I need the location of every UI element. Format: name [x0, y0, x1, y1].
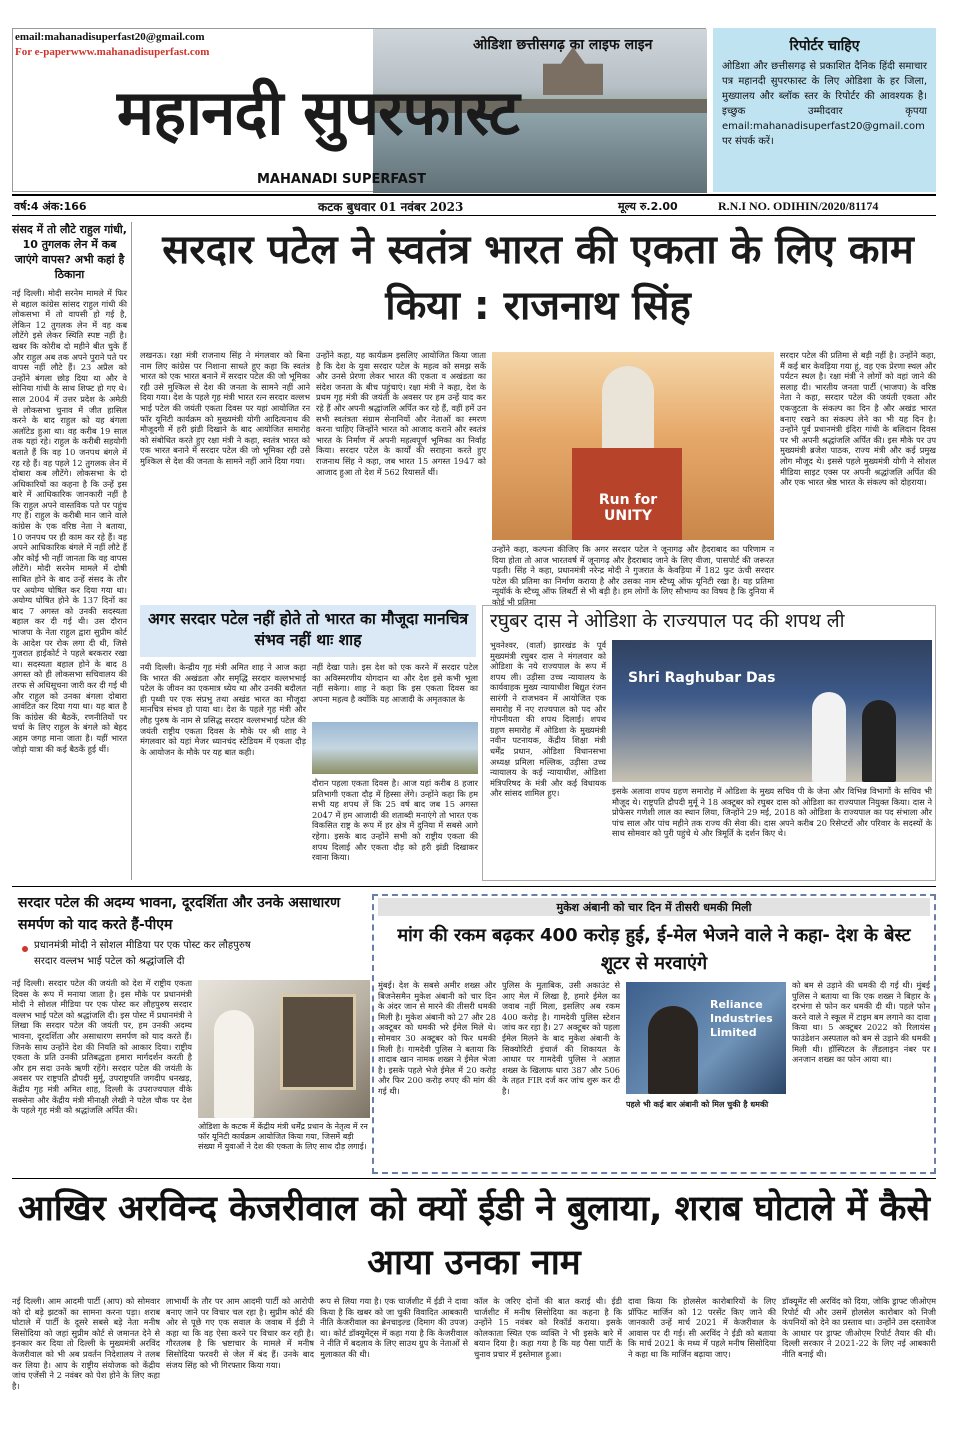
- shah-col-1: नयी दिल्ली। केन्द्रीय गृह मंत्री अमित शाह ने आज कहा कि भारत की अखंडता और समृद्धि सरदार वल्लभभाई पटेल के जीवन का एकमात्र ध्येय था और उनकी बदौलत ही पृथ्वी पर एक संप्रभु तथा अखंड भारत का मौजूदा मानचित्र संभव हो पाया था। देश के पहले गृह मंत्री और लौह पुरुष के नाम से प्रसिद्ध सरदार वल्लभभाई पटेल की जयंती राष्ट्रीय एकता दिवस के मौके पर श्री शाह ने मंगलवार को यहां मेजर ध्यानचंद स्टेडियम में एकता दौड़ के आयोजन के मौके पर यह बात कही।: [140, 662, 306, 757]
- patel-portrait: [280, 994, 356, 1090]
- dateline-rule-top: [12, 194, 936, 196]
- modi-bullet-2: सरदार वल्लभ भाई पटेल को श्रद्धांजलि दी: [34, 956, 185, 967]
- raghubar-headline: रघुबर दास ने ओडिशा के राज्यपाल पद की शपथ ली: [490, 610, 845, 632]
- modi-photo: [198, 980, 370, 1118]
- kejriwal-col-3: रूप से लिया गया है। एक चार्जशीट में ईडी ने दावा किया है कि खबर को जा चुकी विवादित आबकारी नीति केजरीवाल का ब्रेनचाइल्ड (दिमाग की उपज) था। कोर्ट डॉक्यूमेंट्स में कहा गया है कि केजरीवाल ने नीति में बदलाव के लिए साउथ ग्रुप के नेताओं से मुलाकात की थी।: [320, 1296, 468, 1359]
- ambani-caption: पहले भी कई बार अंबानी को मिल चुकी है धमकी: [626, 1100, 769, 1109]
- shah-col-3: दौरान पहला एकता दिवस है। आज यहां करीब 8 हजार प्रतिभागी एकता दौड़ में हिस्सा लेंगे। उन्होंने कहा कि हम सभी यह शपथ लें कि 25 वर्ष बाद जब 15 अगस्त 2047 में हम आजादी की शताब्दी मनाएंगे तो भारत एक विकसित राष्ट्र के रूप में हर क्षेत्र में दुनिया में सबसे आगे रहेगा। इसके बाद उन्होंने सभी को राष्ट्रीय एकता की शपथ दिलाई और एकता दौड़ को हरी झंडी दिखाकर रवाना किया।: [312, 778, 478, 863]
- lead-col-2: उन्होंने कहा, यह कार्यक्रम इसलिए आयोजित किया जाता है कि देश के युवा सरदार पटेल के महत्व को समझ सकें और उनसे प्रेरणा लेकर भारत की एकता व अखंडता का संदेश जनता के बीच पहुंचाएं। रक्षा मंत्री ने कहा, देश के प्रथम गृह मंत्री की जयंती के अवसर पर हम उन्हें याद कर रहे हैं और अपनी श्रद्धांजलि अर्पित कर रहे हैं, वहीं हमें उन सभी स्वतंत्रता संग्राम सेनानियों और नेताओं का स्मरण करना चाहिए जिन्होंने भारत को आजाद कराने और स्वतंत्र भारत के निर्माण में अपनी महत्वपूर्ण भूमिका का निर्वाह किया। सरदार पटेल के कार्यों की सराहना करते हुए राजनाथ सिंह ने कहा, जब भारत 15 अगस्त 1947 को आजाद हुआ तो देश में 562 रियासतें थीं।: [316, 350, 486, 477]
- raghubar-photo: [612, 640, 932, 782]
- dateline-rule-bottom: [12, 215, 936, 216]
- kejriwal-col-4: कॉल के जरिए दोनों की बात कराई थी। ईडी चार्जशीट में मनीष सिसोदिया का कहना है कि उन्होंने 15 नवंबर को रिकॉर्ड कराया। इसके कोलकाता स्थित एक व्यक्ति ने भी इसके बारे में बयान दिया है। कहा गया है कि यह पैसा पार्टी के चुनाव प्रचार में इस्तेमाल हुआ।: [474, 1296, 622, 1359]
- modi-bullet-1: प्रधानमंत्री मोदी ने सोशल मीडिया पर एक पोस्ट कर लौहपुरुष: [34, 940, 251, 951]
- ambani-kicker: मुकेश अंबानी को चार दिन में तीसरी धमकी मिली: [556, 901, 752, 914]
- shah-col-2: नहीं देखा पाते। इस देश को एक करने में सरदार पटेल का अविस्मरणीय योगदान था और देश इसे कभी भूला नहीं सकेगा। शाह ने कहा कि इस एकता दिवस का अपना महत्व है क्योंकि यह आजादी के अमृतकाल के: [312, 662, 478, 704]
- lead-col-1: लखनऊ। रक्षा मंत्री राजनाथ सिंह ने मंगलवार को बिना नाम लिए कांग्रेस पर निशाना साधते हुए कहा कि स्वतंत्र भारत को एक भारत बनाने में सरदार पटेल की जो भूमिका रही उसे मुश्किल से देश की जनता के सामने नहीं आने दिया गया। देश के पहले गृह मंत्री भारत रत्न सरदार वल्लभ भाई पटेल की जयंती एकता दिवस पर यहां आयोजित रन फॉर यूनिटी कार्यक्रम को मुख्यमंत्री योगी आदित्यनाथ की मौजूदगी में हरी झंडी दिखाने के बाद आयोजित समारोह को संबोधित करते हुए रक्षा मंत्री ने कहा, स्वतंत्र भारत को एक भारत बनाने में सरदार पटेल की जो भूमिका रही उसे मुश्किल से देश की जनता के सामने नहीं आने दिया गया।: [140, 350, 310, 466]
- ambani-headline: मांग की रकम बढ़कर 400 करोड़ हुई, ई-मेल भेजने वाले ने कहा- देश के बेस्ट शूटर से मरवाएंगे: [397, 925, 911, 974]
- kejriwal-rule: [12, 1178, 936, 1179]
- raghubar-photo-text: Shri Raghubar Das: [628, 670, 776, 686]
- left-story-body: नई दिल्ली। मोदी सरनेम मामले में फिर से बहाल कांग्रेस सांसद राहुल गांधी की लोकसभा में तो वापसी हो गई है, लेकिन 12 तुगलक लेन में वह कब लौटेंगे इसे लेकर स्थिति स्पष्ट नहीं है। खबर कि कोरीब दो महीने बीत चुके हैं और राहुल अब तक अपने पुराने पते पर वापस नहीं लौटे हैं। 23 अप्रैल को उन्होंने बंगला छोड़ दिया था और वे सोनिया गांधी के साथ शिफ्ट हो गए थे। साल 2004 में उत्तर प्रदेश के अमेठी से लोकसभा चुनाव में जीत हासिल करने के बाद राहुल को यह बंगला अलॉटेड हुआ था। वह करीब 19 साल तक यहां रहे। राहुल के करीबी सहयोगी बताते हैं कि वह 10 जनपथ बंगले में रह रहे हैं। वह पहले 12 तुगलक लेन में दोबारा कब लौटेंगे। लोकसभा के दो अधिकारियों का कहना है कि उन्हें इस बारे में आधिकारिक जानकारी नहीं है कि राहुल अपने वास्तविक पते पर पहुंच गए हैं। राहुल के करीबी मान जाने वाले कांग्रेस के एक वरिष्ठ नेता ने बताया, 10 जनपथ पर ही काम कर रहे हैं। वह अपने आधिकारिक बंगले में नहीं लौटे हैं और कोई भी नहीं जानता कि वह वापस लौटेंगे। मोदी सरनेम मामले में दोषी साबित होने के बाद उन्हें संसद के तौर पर अयोग्य घोषित कर दिया गया था। अयोग्य घोषित होने के 137 दिनों का बाद 7 अगस्त को उनकी सदस्यता बहाल कर दी गई थी। उस दौरान भाजपा के नेता राहुल द्वारा सुप्रीम कोर्ट के आदेश पर रोक लगा दी थी, जिसे गुजरात हाईकोर्ट ने पहले बरकरार रखा था। सदस्यता बहाल होने के बाद 8 अगस्त को ही लोकसभा सचिवालय की तरफ से अधिसूचना जारी कर दी गई थी और राहुल को उनका बंगला दोबारा आवंटित कर दिया गया था। यह बात है कि कांग्रेस की बैठकें, रणनीतियों पर चर्चा के लिए राहुल के बंगले को बेहद अहम जगह माना जाता है। यहीं भारत जोड़ो यात्रा की कई बैठकें हुई थीं।: [12, 288, 127, 754]
- reporter-box: [713, 28, 936, 192]
- lead-col-under-photo: उन्होंने कहा, कल्पना कीजिए कि अगर सरदार पटेल ने जूनागढ़ और हैदराबाद का परिणाम न दिया होता तो आज भारतवर्ष में जूनागढ़ और हैदराबाद जाने के लिए वीजा, पासपोर्ट की जरूरत पड़ती। सिंह ने कहा, प्रधानमंत्री नरेन्द्र मोदी ने गुजरात के केवड़िया में 182 फुट ऊंची सरदार पटेल की प्रतिमा का निर्माण कराया है और उसका नाम स्टैच्यू ऑफ यूनिटी रखा है। यह प्रतिमा न्यूयॉर्क के स्टैच्यू ऑफ लिबर्टी से भी बड़ी है। हम लोगों के लिए सौभाग्य का विषय है कि दुनिया में कोई भी प्रतिमा: [492, 544, 774, 607]
- raghubar-figure-2: [862, 700, 896, 782]
- kejriwal-col-5: दावा किया कि होलसेल कारोबारियों के लिए प्रॉफिट मार्जिन को 12 परसेंट किए जाने की जानकारी उन्हें मार्च 2021 में केजरीवाल के आवास पर दी गई। सी अरविंद ने ईडी को बताया कि मार्च 2021 के मध्य में पहले मनीष सिसोदिया ने कहा था कि मार्जिन बढ़ाया जाए।: [628, 1296, 776, 1359]
- kejriwal-col-6: डॉक्यूमेंट सी अरविंद को दिया, जोकि ड्राफ्ट जीओएम रिपोर्ट थी और उसमें होलसेल कारोबार को निजी कंपनियों को देने का प्रस्ताव था। उन्होंने उस दस्तावेज के आधार पर ड्राफ्ट जीओएम रिपोर्ट तैयार की थी। दिल्ली सरकार ने 2021-22 के लिए नई आबकारी नीति बनाई थी।: [782, 1296, 936, 1359]
- ambani-photo-text: Reliance Industries Limited: [710, 998, 773, 1039]
- masthead-title: महानदी सुपरफास्ट: [117, 76, 519, 149]
- masthead: [12, 28, 706, 192]
- temple-silhouette: [543, 47, 603, 95]
- masthead-tagline: ओडिशा छत्तीसगढ़ का लाइफ लाइन: [473, 37, 653, 53]
- lead-col-right: सरदार पटेल की प्रतिमा से बड़ी नहीं है। उन्होंने कहा, मैं कई बार केवड़िया गया हूं, वह एक प्रेरणा स्थल और पर्यटन स्थल है। रक्षा मंत्री ने लोगों को वहां जाने की सलाह दी। भारतीय जनता पार्टी (भाजपा) के वरिष्ठ नेता ने कहा, सरदार पटेल की जयंती एकता और एकजुटता के संकल्प का दिन है और अखंड भारत बनाए रखने का संकल्प लेने का भी यह दिन है। उन्होंने पूर्व प्रधानमंत्री इंदिरा गांधी के बलिदान दिवस पर भी अपनी श्रद्धांजलि अर्पित की। इस मौके पर उप मुख्यमंत्री ब्रजेश पाठक, राज्य मंत्री और कई प्रमुख लोग मौजूद थे। इससे पहले मुख्यमंत्री योगी ने सोशल मीडिया साइट एक्स पर अपनी श्रद्धांजलि अर्पित की और एक भारत श्रेष्ठ भारत के संकल्प को दोहराया।: [780, 350, 936, 488]
- ambani-photo: [626, 982, 786, 1094]
- masthead-email: email:mahanadisuperfast20@gmail.com: [15, 31, 205, 43]
- modi-bullet-dot: [22, 946, 28, 952]
- reporter-body: ओडिशा और छत्तीसगढ़ से प्रकाशित दैनिक हिंदी समाचार पत्र महानदी सुपरफास्ट के लिए ओडिशा के हर जिला, मुख्यालय और ब्लॉक स्तर के रिपोर्टर की आवश्यक है। इच्छुक उम्मीदवार कृपया email:mahanadisuperfast20@gmail.com पर संपर्क करें।: [722, 61, 927, 147]
- reporter-heading: रिपोर्टर चाहिए: [789, 38, 860, 54]
- dateline-rni: R.N.I NO. ODIHIN/2020/81174: [718, 199, 879, 213]
- raghubar-figure-1: [812, 692, 846, 782]
- lead-headline: सरदार पटेल ने स्वतंत्र भारत की एकता के लिए काम किया : राजनाथ सिंह: [162, 227, 914, 329]
- left-story-headline: संसद में तो लौटे राहुल गांधी, 10 तुगलक लेन में कब जाएंगे वापस? अभी कहां है ठिकाना: [12, 223, 127, 281]
- masthead-title-en: MAHANADI SUPERFAST: [257, 172, 427, 187]
- masthead-epaper: For e-paperwww.mahanadisuperfast.com: [15, 46, 210, 58]
- ambani-figure: [648, 1006, 698, 1094]
- raghubar-col-1: भुवनेश्वर, (वार्ता) झारखंड के पूर्व मुख्यमंत्री रघुबर दास ने मंगलवार को ओडिशा के नये राज्यपाल के रूप में शपथ ली। उड़ीसा उच्च न्यायालय के कार्यवाहक मुख्य न्यायाधीश बिद्युत रंजन सारंगी ने राजभवन में आयोजित एक समारोह में नए राज्यपाल को पद और गोपनीयता की शपथ दिलाई। शपथ ग्रहण समारोह में ओडिशा के मुख्यमंत्री नवीन पटनायक, केंद्रीय शिक्षा मंत्री धर्मेंद्र प्रधान, ओडिशा विधानसभा अध्यक्ष प्रमिला मल्लिक, उड़ीसा उच्च न्यायालय के कई न्यायाधीश, ओडिशा मंत्रिपरिषद के मंत्री और कई विधायक और सांसद शामिल हुए।: [490, 640, 606, 799]
- raghubar-bottom: इसके अलावा शपथ ग्रहण समारोह में ओडिशा के मुख्य सचिव पी के जेना और विभिन्न विभागों के सचिव भी मौजूद थे। राष्ट्रपति द्रौपदी मुर्मू ने 18 अक्टूबर को रघुबर दास को ओडिशा का राज्यपाल नियुक्त किया। दास ने प्रोफेसर गणेशी लाल का स्थान लिया, जिन्होंने 29 मई, 2018 को ओडिशा के राज्यपाल का पद संभाला और पांच साल और पांच महीने तक राज्य की सेवा की। दास अपने करीब 20 रिसेप्टरों और परिवार के सदस्यों के साथ सोमवार को पुरी पहुंचे थे और त्रिमूर्ति के दर्शन किए थे।: [612, 786, 932, 839]
- shah-photo: [312, 722, 478, 774]
- lead-photo-text: Run for UNITY: [598, 492, 658, 524]
- ambani-col-3: को बम से उड़ाने की धमकी दी गई थी। मुंबई पुलिस ने बताया था कि एक शख्स ने बिहार के दरभंगा से फोन कर धमकी दी थी। पहले फोन करने वाले ने स्कूल में टाइम बम लगाने का दावा किया था। 5 अक्टूबर 2022 को रिलायंस फाउंडेशन अस्पताल को बम से उड़ाने की धमकी मिली थी। हॉस्पिटल के लैंडलाइन नंबर पर अनजान शख्स का फोन आया था।: [792, 980, 930, 1065]
- modi-caption: ओडिशा के कटक में केंद्रीय मंत्री धर्मेंद्र प्रधान के नेतृत्व में रन फॉर यूनिटी कार्यक्रम आयोजित किया गया, जिसमें बड़ी संख्या में युवाओं ने देश की एकता के लिए साथ दौड़ लगाई।: [198, 1122, 368, 1151]
- ambani-col-1: मुंबई। देश के सबसे अमीर शख्स और बिजनेसमैन मुकेश अंबानी को चार दिन के अंदर जान से मारने की तीसरी धमकी मिली है। मुकेश अंबानी को 27 और 28 अक्टूबर को धमकी भरे ईमेल मिले थे। सोमवार 30 अक्टूबर को फिर धमकी मिली है। गामदेवी पुलिस ने बताया कि शादाब खान नामक शख्स ने ईमेल भेजा है। इसके पहले भेजे ईमेल में 20 करोड़ और फिर 200 करोड़ रुपए की मांग की गई थी।: [378, 980, 496, 1096]
- modi-body: नई दिल्ली। सरदार पटेल की जयंती को देश में राष्ट्रीय एकता दिवस के रूप में मनाया जाता है। इस मौके पर प्रधानमंत्री मोदी ने सोशल मीडिया पर एक पोस्ट कर लौहपुरुष सरदार वल्लभ भाई पटेल को श्रद्धांजलि दी। इस पोस्ट में प्रधानमंत्री ने लिखा कि सरदार पटेल की जयंती पर, हम उनकी अदम्य भावना, दूरदर्शिता और असाधारण समर्पण को याद करते हैं। जिनके साथ उन्होंने देश की नियति को आकार दिया। राष्ट्रीय एकता के प्रति उनकी प्रतिबद्धता हमारा मार्गदर्शन करती है और हम सदा उनके ऋणी रहेंगे। सरदार पटेल की जयंती के अवसर पर राष्ट्रपति द्रौपदी मुर्मू, उपराष्ट्रपति जगदीप धनखड़, केंद्रीय गृह मंत्री अमित शाह, दिल्ली के उपराज्यपाल वीके सक्सेना और केंद्रीय मंत्री मीनाक्षी लेखी ने पटेल चौक पर देश के पहले गृह मंत्री को श्रद्धांजलि अर्पित की।: [12, 978, 192, 1116]
- section-rule: [12, 886, 936, 887]
- ambani-col-2: पुलिस के मुताबिक, उसी अकाउंट से आए मेल में लिखा है, हमारे ईमेल का जवाब नहीं मिला, इसलिए अब रकम 400 करोड़ है। गामदेवी पुलिस स्टेशन जांच कर रहा है। 27 अक्टूबर को पहला ईमेल मिलने के बाद मुकेश अंबानी के सिक्योरिटी इंचार्ज की शिकायत के आधार पर गामदेवी पुलिस ने अज्ञात शख्स के खिलाफ धारा 387 और 506 के तहत FIR दर्ज कर जांच शुरू कर दी है।: [502, 980, 620, 1096]
- modi-headline: सरदार पटेल की अदम्य भावना, दूरदर्शिता और उनके असाधारण समर्पण को याद करते हैं-पीएम: [18, 895, 341, 933]
- modi-figure: [214, 1010, 254, 1118]
- lead-photo: [492, 352, 774, 540]
- dateline-date: कटक बुधवार 01 नवंबर 2023: [318, 200, 464, 214]
- dateline-volume: वर्ष:4 अंक:166: [14, 200, 87, 213]
- kejriwal-col-1: नई दिल्ली। आम आदमी पार्टी (आप) को सोमवार को दो बड़े झटकों का सामना करना पड़ा। शराब घोटाले में पार्टी के दूसरे सबसे बड़े नेता मनीष सिसोदिया को जहां सुप्रीम कोर्ट से जमानत देने से इनकार कर दिया तो दिल्ली के मुख्यमंत्री अरविंद केजरीवाल को भी अब प्रवर्तन निदेशालय ने तलब कर लिया है। आप के राष्ट्रीय संयोजक को केंद्रीय जांच एजेंसी ने 2 नवंबर को पेश होने के लिए कहा है।: [12, 1296, 160, 1391]
- shah-headline-box: [140, 605, 476, 657]
- left-column-story: [12, 222, 132, 880]
- kejriwal-col-2: लाभार्थी के तौर पर आम आदमी पार्टी को आरोपी बनाए जाने पर विचार चल रहा है। सुप्रीम कोर्ट की ओर से पूछे गए एक सवाल के जवाब में ईडी ने कहा था कि वह ऐसा करने पर विचार कर रही है। गौरतलब है कि भ्रष्टाचार के मामले में मनीष सिसोदिया फरवरी से जेल में बंद हैं। उनके बाद संजय सिंह को भी गिरफ्तार किया गया।: [166, 1296, 314, 1370]
- dateline-price: मूल्य रु.2.00: [618, 200, 678, 213]
- shah-headline: अगर सरदार पटेल नहीं होते तो भारत का मौजूदा मानचित्र संभव नहीं थाः शाह: [147, 610, 469, 649]
- kejriwal-headline: आखिर अरविन्द केजरीवाल को क्यों ईडी ने बुलाया, शराब घोटाले में कैसे आया उनका नाम: [18, 1189, 930, 1283]
